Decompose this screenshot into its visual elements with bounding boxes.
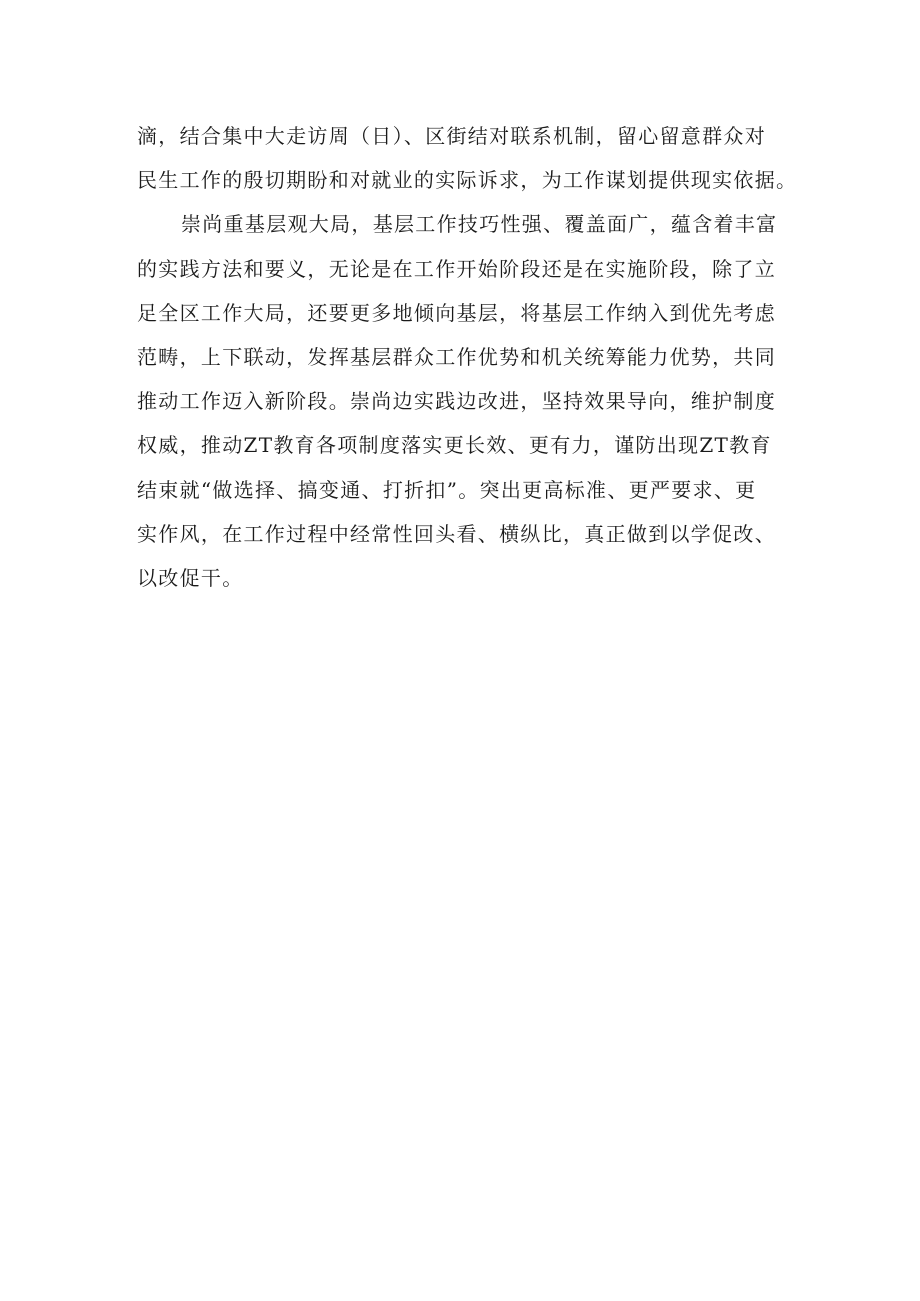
paragraph-2-line-6: 权威，推动ZT教育各项制度落实更长效、更有力，谨防出现ZT教育	[137, 433, 772, 458]
paragraph-2-line-2: 的实践方法和要义，无论是在工作开始阶段还是在实施阶段，除了立	[137, 256, 776, 281]
paragraph-1-line-2: 民生工作的殷切期盼和对就业的实际诉求，为工作谋划提供现实依据。	[137, 168, 798, 193]
paragraph-2-line-4: 范畴，上下联动，发挥基层群众工作优势和机关统筹能力优势，共同	[137, 344, 776, 369]
paragraph-2-line-1: 崇尚重基层观大局，基层工作技巧性强、覆盖面广，蕴含着丰富	[181, 212, 778, 237]
paragraph-2-line-9: 以改促干。	[137, 565, 244, 590]
paragraph-2-line-8: 实作风，在工作过程中经常性回头看、横纵比，真正做到以学促改、	[137, 521, 776, 546]
paragraph-2-line-7: 结束就“做选择、搞变通、打折扣”。突出更高标准、更严要求、更	[137, 477, 757, 502]
paragraph-1-line-1: 滴，结合集中大走访周（日）、区街结对联系机制，留心留意群众对	[137, 124, 766, 148]
paragraph-2-line-3: 足全区工作大局，还要更多地倾向基层，将基层工作纳入到优先考虑	[137, 300, 776, 325]
document-body	[137, 114, 797, 600]
paragraph-2-line-5: 推动工作迈入新阶段。崇尚边实践边改进，坚持效果导向，维护制度	[137, 389, 776, 414]
